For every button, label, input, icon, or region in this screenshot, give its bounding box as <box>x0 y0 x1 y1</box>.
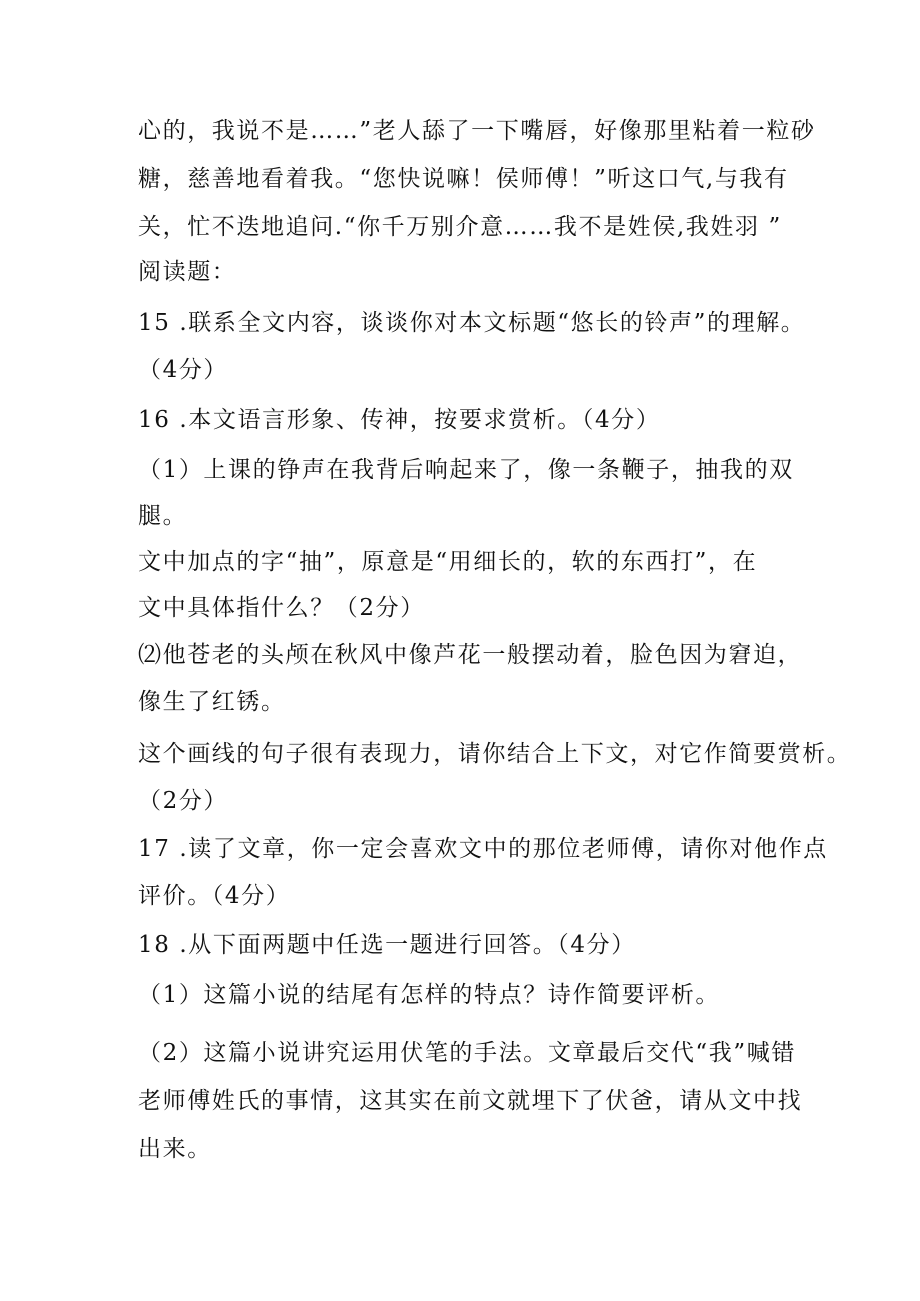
question-18-heading: 18 .从下面两题中任选一题进行回答。（4分） <box>138 932 636 958</box>
question-17-line-1: 17 .读了文章，你一定会喜欢文中的那位老师傅，请你对他作点 <box>138 836 828 862</box>
question-16-sub1-question-line-2: 文中具体指什么？（2分） <box>138 595 425 621</box>
question-15-line-2: （4分） <box>138 357 229 383</box>
question-17-line-2: 评价。（4分） <box>138 883 291 909</box>
question-16-sub1-line-1: （1）上课的铮声在我背后响起来了，像一条鞭子，抽我的双 <box>138 457 794 483</box>
question-16-sub1-line-2: 腿。 <box>138 503 188 529</box>
section-label: 阅读题： <box>138 259 237 285</box>
question-16-sub2-question-line-1: 这个画线的句子很有表现力，请你结合上下文，对它作简要赏析。 <box>138 741 852 767</box>
question-18-sub2-line-2: 老师傅姓氏的事情，这其实在前文就埋下了伏爸，请从文中找 <box>138 1088 803 1114</box>
passage-line-3: 关，忙不迭地追问.“你千万别介意……我不是姓侯,我姓羽 ” <box>138 214 782 240</box>
question-18-sub2-line-1: （2）这篇小说讲究运用伏笔的手法。文章最后交代“我”喊错 <box>138 1040 796 1066</box>
question-16-heading: 16 .本文语言形象、传神，按要求赏析。（4分） <box>138 407 661 433</box>
passage-line-1: 心的，我说不是……”老人舔了一下嘴唇，好像那里粘着一粒砂 <box>138 118 816 144</box>
question-18-sub1: （1）这篇小说的结尾有怎样的特点？诗作简要评析。 <box>138 982 721 1008</box>
passage-line-2: 糖，慈善地看着我。“您快说嘛！侯师傅！”听这口气,与我有 <box>138 166 789 192</box>
question-15-line-1: 15 .联系全文内容，谈谈你对本文标题“悠长的铃声”的理解。 <box>138 310 806 336</box>
question-18-sub2-line-3: 出来。 <box>138 1136 212 1162</box>
question-16-sub2-line-1: ⑵他苍老的头颅在秋风中像芦花一般摆动着，脸色因为窘迫， <box>138 642 803 668</box>
question-16-sub2-line-2: 像生了红锈。 <box>138 689 286 715</box>
question-16-sub1-question-line-1: 文中加点的字“抽”，原意是“用细长的，软的东西打”，在 <box>138 549 758 575</box>
question-16-sub2-question-line-2: （2分） <box>138 788 229 814</box>
